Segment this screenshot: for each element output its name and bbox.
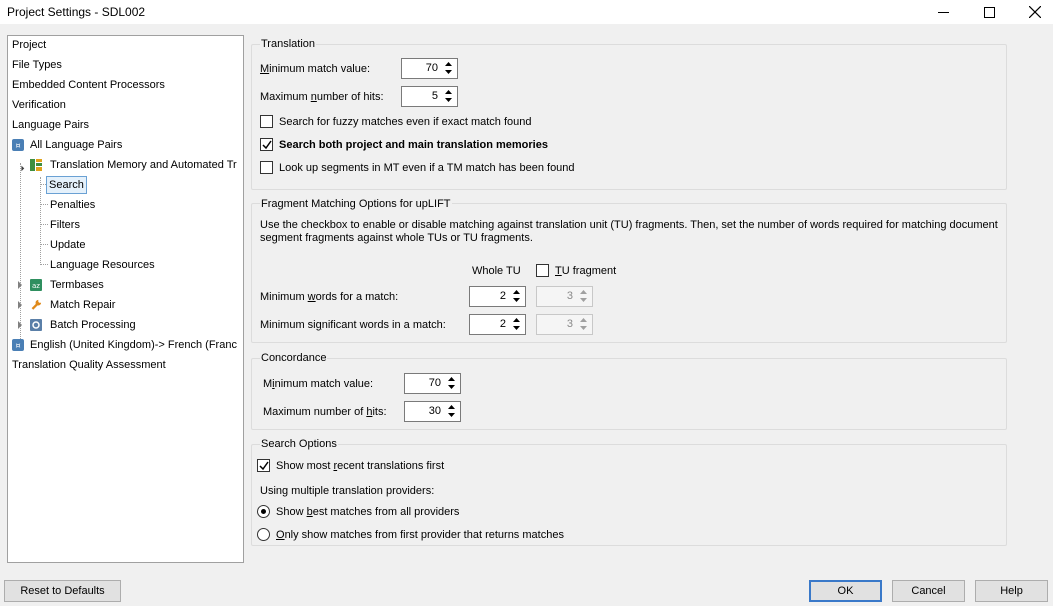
wrench-icon <box>30 299 42 311</box>
close-button[interactable] <box>1012 0 1053 24</box>
spinner-arrows[interactable] <box>509 316 524 333</box>
spin-up-icon[interactable] <box>441 88 456 96</box>
search-options-group-title: Search Options <box>261 438 337 450</box>
tree-item-translation-memory[interactable] <box>10 156 239 174</box>
recent-translations-checkbox[interactable] <box>257 459 270 472</box>
min-words-whole-value: 2 <box>499 290 506 302</box>
fuzzy-checkbox[interactable] <box>260 115 273 128</box>
spin-up-icon[interactable] <box>444 403 459 411</box>
spin-down-icon <box>576 324 591 332</box>
tree-item-match-repair[interactable] <box>10 296 117 314</box>
chevron-right-icon[interactable] <box>18 301 22 309</box>
maximize-icon <box>984 7 995 18</box>
concordance-min-match-label: Minimum match value: <box>263 378 374 390</box>
tree-item-label: Project <box>12 39 47 51</box>
concordance-max-hits-value: 30 <box>428 405 441 417</box>
min-words-fragment-stepper <box>536 286 593 307</box>
tree-item-verification[interactable] <box>10 96 68 114</box>
spin-up-icon[interactable] <box>509 288 524 296</box>
min-words-whole-stepper[interactable] <box>469 286 526 307</box>
checkmark-icon <box>259 461 269 471</box>
tree-item-all-language-pairs[interactable] <box>10 136 124 154</box>
tree-item-label: Filters <box>50 219 80 231</box>
min-significant-fragment-value: 3 <box>566 318 573 330</box>
tree-item-translation-quality-assessment[interactable] <box>10 356 168 374</box>
best-matches-label: Show best matches from all providers <box>276 506 460 518</box>
min-significant-whole-stepper[interactable] <box>469 314 526 335</box>
fragment-description: Use the checkbox to enable or disable matching against translation unit (TU) fragments. Then, set the number of words required for matching document segment fragments against whole TUs or TU fragments. <box>260 219 998 244</box>
settings-tree[interactable] <box>7 35 244 563</box>
help-button[interactable] <box>975 580 1048 602</box>
spinner-arrows[interactable] <box>441 60 456 77</box>
concordance-min-match-value: 70 <box>428 377 441 389</box>
min-match-label: Minimum match value: <box>260 63 371 75</box>
search-both-label: Search both project and main translation memories <box>279 139 548 151</box>
spin-down-icon[interactable] <box>441 96 456 104</box>
tree-connector <box>40 244 48 245</box>
title-bar <box>0 0 1053 24</box>
translation-memory-icon <box>30 159 42 171</box>
spinner-arrows[interactable] <box>441 88 456 105</box>
tree-item-label: Search <box>46 176 87 194</box>
tree-item-search[interactable] <box>46 176 87 194</box>
reset-to-defaults-label: Reset to Defaults <box>20 585 105 597</box>
spinner-arrows[interactable] <box>509 288 524 305</box>
whole-tu-column-label: Whole TU <box>472 265 521 277</box>
window-title: Project Settings - SDL002 <box>7 5 146 19</box>
spin-down-icon <box>576 296 591 304</box>
ok-label: OK <box>837 585 854 597</box>
termbase-icon <box>30 279 42 291</box>
tree-item-language-resources[interactable] <box>48 256 157 274</box>
spin-down-icon[interactable] <box>441 68 456 76</box>
batch-processing-icon <box>30 319 42 331</box>
min-significant-fragment-stepper <box>536 314 593 335</box>
tree-item-label: Match Repair <box>50 299 116 311</box>
tree-item-english-french[interactable] <box>10 336 239 354</box>
max-hits-stepper[interactable] <box>401 86 458 107</box>
tree-item-label: Termbases <box>50 279 104 291</box>
mt-lookup-checkbox[interactable] <box>260 161 273 174</box>
svg-text:¤: ¤ <box>15 141 21 150</box>
tree-connector <box>40 204 48 205</box>
fragment-group-title: Fragment Matching Options for upLIFT <box>261 198 451 210</box>
tree-item-penalties[interactable] <box>48 196 97 214</box>
chevron-right-icon[interactable] <box>18 321 22 329</box>
spin-up-icon <box>576 316 591 324</box>
spin-up-icon[interactable] <box>444 375 459 383</box>
cancel-label: Cancel <box>911 585 946 597</box>
concordance-group-title: Concordance <box>261 352 327 364</box>
concordance-max-hits-label: Maximum number of hits: <box>263 406 387 418</box>
tree-item-label: File Types <box>12 59 62 71</box>
tree-item-update[interactable] <box>48 236 87 254</box>
search-both-checkbox[interactable] <box>260 138 273 151</box>
tree-item-label: Batch Processing <box>50 319 136 331</box>
spin-up-icon[interactable] <box>441 60 456 68</box>
spinner-arrows <box>576 316 591 333</box>
fuzzy-label: Search for fuzzy matches even if exact match found <box>279 116 532 128</box>
tree-item-label: Embedded Content Processors <box>12 79 165 91</box>
tree-item-filters[interactable] <box>48 216 82 234</box>
tree-item-label: Update <box>50 239 86 251</box>
recent-translations-label: Show most recent translations first <box>276 460 445 472</box>
tree-connector <box>40 264 48 265</box>
spin-down-icon[interactable] <box>444 383 459 391</box>
minimize-button[interactable] <box>920 0 966 24</box>
ok-button[interactable] <box>809 580 882 602</box>
min-words-fragment-value: 3 <box>566 290 573 302</box>
spinner-arrows[interactable] <box>444 403 459 420</box>
first-provider-label: Only show matches from first provider that returns matches <box>276 529 564 541</box>
min-match-stepper[interactable] <box>401 58 458 79</box>
tree-item-batch-processing[interactable] <box>10 316 138 334</box>
checkmark-icon <box>262 140 272 150</box>
spin-down-icon[interactable] <box>509 324 524 332</box>
language-pair-icon <box>12 339 24 351</box>
tu-fragment-checkbox[interactable] <box>536 264 549 277</box>
svg-text:az: az <box>32 282 40 290</box>
tree-item-label: Language Pairs <box>12 119 90 131</box>
mt-lookup-label: Look up segments in MT even if a TM match has been found <box>279 162 575 174</box>
min-words-label: Minimum words for a match: <box>260 291 399 303</box>
svg-text:¤: ¤ <box>15 341 21 350</box>
chevron-right-icon[interactable] <box>18 281 22 289</box>
spin-up-icon[interactable] <box>509 316 524 324</box>
close-icon <box>1029 6 1041 18</box>
tree-item-project[interactable] <box>10 36 48 54</box>
cancel-button[interactable] <box>892 580 965 602</box>
maximize-button[interactable] <box>966 0 1012 24</box>
tree-item-file-types[interactable] <box>10 56 64 74</box>
tree-item-language-pairs[interactable] <box>10 116 91 134</box>
best-matches-radio[interactable] <box>257 505 270 518</box>
min-significant-label: Minimum significant words in a match: <box>260 319 446 331</box>
minimize-icon <box>938 7 949 18</box>
translation-group-title: Translation <box>261 38 316 50</box>
help-label: Help <box>1000 585 1023 597</box>
min-significant-whole-value: 2 <box>499 318 506 330</box>
spin-up-icon <box>576 288 591 296</box>
spinner-arrows <box>576 288 591 305</box>
tree-connector <box>40 224 48 225</box>
spinner-arrows[interactable] <box>444 375 459 392</box>
tree-item-label: Translation Memory and Automated Tr <box>50 159 237 171</box>
tu-fragment-label: TU fragment <box>555 265 617 277</box>
concordance-group <box>251 358 1007 430</box>
tree-item-label: Translation Quality Assessment <box>12 359 166 371</box>
spin-down-icon[interactable] <box>509 296 524 304</box>
concordance-min-match-stepper[interactable] <box>404 373 461 394</box>
chevron-expanded-icon[interactable] <box>16 163 24 171</box>
first-provider-radio[interactable] <box>257 528 270 541</box>
multiple-providers-label: Using multiple translation providers: <box>260 485 435 497</box>
language-pair-icon <box>12 139 24 151</box>
tree-item-termbases[interactable] <box>10 276 106 294</box>
tree-item-label: All Language Pairs <box>30 139 123 151</box>
concordance-max-hits-stepper[interactable] <box>404 401 461 422</box>
spin-down-icon[interactable] <box>444 411 459 419</box>
tree-item-label: Verification <box>12 99 66 111</box>
tree-item-label: English (United Kingdom)-> French (Franc <box>30 339 237 351</box>
reset-to-defaults-button[interactable] <box>4 580 121 602</box>
tree-item-embedded-content-processors[interactable] <box>10 76 167 94</box>
max-hits-label: Maximum number of hits: <box>260 91 384 103</box>
tree-connector <box>40 177 41 265</box>
min-match-value: 70 <box>425 62 438 74</box>
max-hits-value: 5 <box>431 90 438 102</box>
tree-item-label: Penalties <box>50 199 96 211</box>
tree-item-label: Language Resources <box>50 259 155 271</box>
